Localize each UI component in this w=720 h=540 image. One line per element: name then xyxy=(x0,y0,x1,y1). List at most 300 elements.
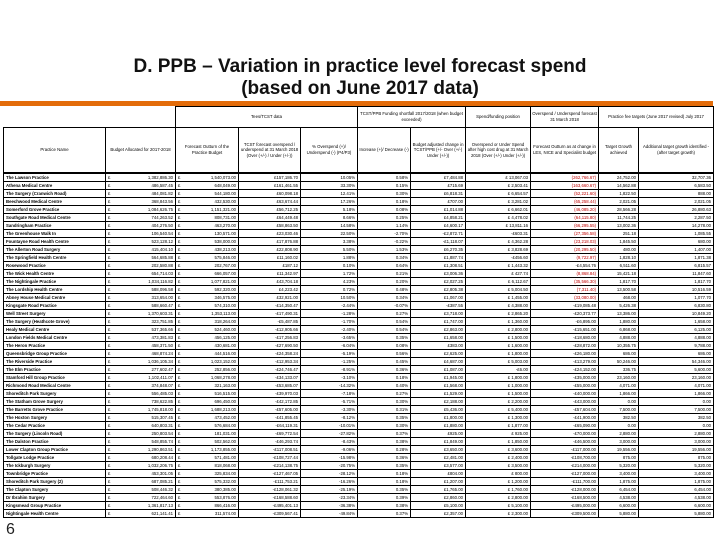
data-cell: £1,945.00 xyxy=(411,374,466,382)
cell-value: 588,096.58 xyxy=(151,287,173,292)
cell-value: 1,102,411.07 xyxy=(148,375,173,380)
data-cell: -£20,373.77 xyxy=(531,310,599,318)
data-cell: 1,866.00 xyxy=(639,390,714,398)
table-row xyxy=(4,502,714,510)
data-cell: -16.26% xyxy=(301,478,358,486)
cell-content xyxy=(108,358,173,365)
cell-content xyxy=(108,246,173,253)
practice-name: Queensbridge Group Practice xyxy=(4,350,106,358)
budget-cell xyxy=(106,238,176,246)
data-cell: 0.30% xyxy=(358,398,411,406)
table-row xyxy=(4,454,714,462)
data-cell: 2,021.05 xyxy=(639,198,714,206)
data-cell: £ 6,654.57 xyxy=(466,190,531,198)
data-cell: 1,817.70 xyxy=(599,278,639,286)
cell-content xyxy=(178,342,236,349)
data-cell: 251.18 xyxy=(599,230,639,238)
practice-name: Lower Clapton Group Practice xyxy=(4,446,106,454)
cell-value: 311,574.00 xyxy=(214,511,236,516)
currency-symbol: £ xyxy=(108,335,111,340)
table-row xyxy=(4,390,714,398)
cell-content xyxy=(108,510,173,517)
data-cell: 0.35% xyxy=(358,462,411,470)
currency-symbol: £ xyxy=(108,247,111,252)
data-cell: 1.88% xyxy=(301,254,358,262)
cell-content xyxy=(108,342,173,349)
data-cell: £1,747.00 xyxy=(411,318,466,326)
data-cell: £383.00 xyxy=(411,342,466,350)
data-cell: 14,562.88 xyxy=(599,182,639,190)
data-cell: -£39,970.03 xyxy=(239,390,301,398)
budget-cell xyxy=(106,246,176,254)
forecast-cell xyxy=(176,382,239,390)
data-cell: 10.50% xyxy=(301,294,358,302)
data-cell: -£18,680.00 xyxy=(531,334,599,342)
cell-value: 318,264.00 xyxy=(214,319,236,324)
data-cell: 0.18% xyxy=(358,374,411,382)
cell-value: 1,173,855.00 xyxy=(210,447,236,452)
table-row xyxy=(4,406,714,414)
currency-symbol: £ xyxy=(178,263,181,268)
budget-cell xyxy=(106,190,176,198)
cell-value: 368,843.56 xyxy=(151,199,173,204)
budget-cell xyxy=(106,294,176,302)
forecast-cell xyxy=(176,374,239,382)
currency-symbol: £ xyxy=(178,311,181,316)
data-cell: -£1,118.07 xyxy=(411,238,466,246)
data-cell: -£65,090.00 xyxy=(531,422,599,430)
data-cell: (23,218.03) xyxy=(531,238,599,246)
table-row xyxy=(4,350,714,358)
forecast-cell xyxy=(176,286,239,294)
data-cell: £17,876.88 xyxy=(239,238,301,246)
data-cell: 1,880.00 xyxy=(599,318,639,326)
budget-cell xyxy=(106,286,176,294)
data-cell: 1,875.00 xyxy=(599,478,639,486)
table-row xyxy=(4,446,714,454)
data-cell: 5,426.38 xyxy=(599,302,639,310)
currency-symbol: £ xyxy=(108,471,111,476)
data-cell: -£46,293.74 xyxy=(239,438,301,446)
cell-content xyxy=(108,462,173,469)
budget-cell xyxy=(106,182,176,190)
data-cell: £11,160.02 xyxy=(239,254,301,262)
cell-value: 1,032,206.75 xyxy=(147,463,173,468)
forecast-cell xyxy=(176,318,239,326)
data-cell: -£42,172.85 xyxy=(239,398,301,406)
cell-content xyxy=(178,422,236,429)
table-row xyxy=(4,486,714,494)
data-cell: -0.22% xyxy=(358,238,411,246)
practice-name: Abney House Medical Centre xyxy=(4,294,106,302)
data-cell: 7,500.00 xyxy=(599,406,639,414)
practice-name: The Nightingale Practice xyxy=(4,278,106,286)
budget-cell xyxy=(106,326,176,334)
data-cell: -£495,401.13 xyxy=(239,502,301,510)
data-cell: £6,270.35 xyxy=(411,246,466,254)
cell-value: 374,848.07 xyxy=(151,383,173,388)
data-cell: £ 1,600.00 xyxy=(466,342,531,350)
data-cell: 0.36% xyxy=(358,366,411,374)
practice-name: Nightingale Health Centre xyxy=(4,510,106,518)
cell-content xyxy=(178,438,236,445)
data-cell: -£41,855.45 xyxy=(239,414,301,422)
data-cell: -£24,358.24 xyxy=(239,350,301,358)
data-cell: -28.12% xyxy=(301,470,358,478)
cell-value: 592,320.00 xyxy=(214,287,236,292)
table-row xyxy=(4,318,714,326)
data-cell: £1,207.00 xyxy=(411,478,466,486)
data-cell: £ 1,455.00 xyxy=(466,294,531,302)
data-cell: -£17,256.83 xyxy=(239,334,301,342)
data-cell: 4,888.00 xyxy=(599,334,639,342)
table-row xyxy=(4,190,714,198)
data-cell: 3,000.00 xyxy=(639,438,714,446)
currency-symbol: £ xyxy=(108,279,111,284)
currency-symbol: £ xyxy=(178,391,181,396)
budget-cell xyxy=(106,502,176,510)
practice-name: The Greenhouse Walk In xyxy=(4,230,106,238)
data-cell: -£64,119.31 xyxy=(239,422,301,430)
data-cell: -£108,727.44 xyxy=(239,454,301,462)
cell-content xyxy=(178,326,236,333)
data-cell: 686.00 xyxy=(639,350,714,358)
forecast-cell xyxy=(176,230,239,238)
practice-name: Tollgate Lodge Practice xyxy=(4,454,106,462)
budget-cell xyxy=(106,382,176,390)
data-cell: £804.00 xyxy=(411,470,466,478)
data-cell: -8.12% xyxy=(301,414,358,422)
cell-value: 523,128.12 xyxy=(151,239,173,244)
data-cell: 1.53% xyxy=(358,246,411,254)
data-cell: 0.72% xyxy=(301,286,358,294)
group-header-targets: Practice fee targets (June 2017 revised) July 2017 xyxy=(599,107,714,128)
cell-content xyxy=(108,222,173,229)
table-body xyxy=(4,173,714,518)
currency-symbol: £ xyxy=(108,455,111,460)
forecast-cell xyxy=(176,238,239,246)
data-cell: -£14,350.47 xyxy=(239,302,301,310)
practice-name: The Springfield Health Centre xyxy=(4,254,106,262)
data-cell: 54,346.00 xyxy=(639,358,714,366)
data-cell: 6,600.00 xyxy=(599,502,639,510)
cell-value: 1,382,886.30 xyxy=(147,175,173,180)
cell-content xyxy=(178,230,236,237)
practice-name: Richmond Road Medical Centre xyxy=(4,382,106,390)
forecast-cell xyxy=(176,278,239,286)
cell-content xyxy=(178,478,236,485)
forecast-cell xyxy=(176,190,239,198)
budget-cell xyxy=(106,390,176,398)
data-cell: -2.44% xyxy=(301,302,358,310)
data-cell: £2,625.00 xyxy=(411,350,466,358)
data-cell: -£46,500.00 xyxy=(531,438,599,446)
cell-value: 106,540.54 xyxy=(151,231,173,236)
cell-value: 432,530.00 xyxy=(214,199,236,204)
data-cell: -£27,690.50 xyxy=(239,342,301,350)
cell-content xyxy=(108,286,173,293)
data-cell: 0.08% xyxy=(358,206,411,214)
table-row xyxy=(4,398,714,406)
data-cell: £ 1,200.00 xyxy=(466,478,531,486)
forecast-cell xyxy=(176,414,239,422)
cell-value: 575,332.00 xyxy=(214,479,236,484)
cell-content xyxy=(108,190,173,197)
cell-content xyxy=(178,414,236,421)
data-cell: £5,436.00 xyxy=(411,406,466,414)
data-cell: 2,880.00 xyxy=(599,430,639,438)
forecast-cell xyxy=(176,486,239,494)
data-cell: 0.30% xyxy=(358,422,411,430)
data-cell: 19,556.00 xyxy=(599,446,639,454)
practice-name: Kingsmead Group Practice xyxy=(4,502,106,510)
forecast-cell xyxy=(176,198,239,206)
data-cell: -£17,490.31 xyxy=(239,310,301,318)
practice-name: Rosewood Practice xyxy=(4,262,106,270)
data-cell: -£5,487.85 xyxy=(239,318,301,326)
data-cell: 336.75 xyxy=(599,366,639,374)
data-cell: £7,484.88 xyxy=(411,173,466,182)
data-cell: £32,921.00 xyxy=(239,294,301,302)
currency-symbol: £ xyxy=(108,431,111,436)
cell-content xyxy=(178,470,236,477)
cell-content xyxy=(178,222,236,229)
practice-name: The Surgery (Heathcote Grove) xyxy=(4,318,106,326)
data-cell: £3,650.00 xyxy=(411,446,466,454)
data-cell: 468.00 xyxy=(599,294,639,302)
forecast-cell xyxy=(176,478,239,486)
data-cell: -£128,061.32 xyxy=(239,486,301,494)
data-cell: £157,186.70 xyxy=(239,173,301,182)
data-cell: -£15,651.00 xyxy=(531,326,599,334)
cell-value: 1,688,213.00 xyxy=(210,407,236,412)
data-cell: -£127,467.05 xyxy=(239,470,301,478)
data-cell: 6,815.57 xyxy=(639,262,714,270)
data-cell: £ 6,662.01 xyxy=(466,206,531,214)
cell-value: 473,381.83 xyxy=(151,335,173,340)
cell-content xyxy=(178,278,236,285)
forecast-cell xyxy=(176,173,239,182)
data-cell: 0.00 xyxy=(639,398,714,406)
forecast-cell xyxy=(176,390,239,398)
table-row xyxy=(4,254,714,262)
forecast-cell xyxy=(176,454,239,462)
data-cell: £ 4,362.28 xyxy=(466,238,531,246)
cell-value: 202,767.00 xyxy=(214,263,236,268)
cell-value: 1,353,113.00 xyxy=(211,311,236,316)
cell-value: 1,151,321.00 xyxy=(210,207,236,212)
data-cell: 4,071.00 xyxy=(639,382,714,390)
cell-value: 621,141.41 xyxy=(151,511,173,516)
cell-value: 250,803.54 xyxy=(151,431,173,436)
currency-symbol: £ xyxy=(178,223,181,228)
table-row xyxy=(4,366,714,374)
currency-symbol: £ xyxy=(108,327,111,332)
budget-cell xyxy=(106,422,176,430)
data-cell: 1,875.00 xyxy=(639,478,714,486)
practice-name: The Allerton Road Surgery xyxy=(4,246,106,254)
data-cell: 15,421.18 xyxy=(599,270,639,278)
cell-value: 444,516.00 xyxy=(214,351,236,356)
budget-cell xyxy=(106,478,176,486)
practice-name: The Clapton Surgery xyxy=(4,486,106,494)
cell-value: 696,450.00 xyxy=(214,399,236,404)
forecast-cell xyxy=(176,334,239,342)
cell-content xyxy=(178,382,236,389)
title-line-1: D. PPB – Variation in practice level forecast spend xyxy=(133,56,587,77)
forecast-cell xyxy=(176,214,239,222)
data-cell: £2,188.00 xyxy=(411,398,466,406)
data-cell: -£108,700.00 xyxy=(531,454,599,462)
cell-value: 1,023,152.00 xyxy=(210,359,236,364)
practice-name: The Surgery (Lincoln Road) xyxy=(4,430,106,438)
practice-name: Fountayne Road Health Centre xyxy=(4,238,106,246)
data-cell: -£168,500.00 xyxy=(531,494,599,502)
data-cell: £ 1,800.00 xyxy=(466,374,531,382)
currency-symbol: £ xyxy=(178,383,181,388)
data-cell: -£12,953.34 xyxy=(239,358,301,366)
data-cell: (262,766.67) xyxy=(531,173,599,182)
data-cell: £1,765.00 xyxy=(411,486,466,494)
data-cell: 0.37% xyxy=(358,430,411,438)
cell-content xyxy=(108,470,173,477)
data-cell: -£2,872.71 xyxy=(411,230,466,238)
forecast-cell xyxy=(176,254,239,262)
data-cell: £1,529.00 xyxy=(411,390,466,398)
data-cell: 0.35% xyxy=(358,334,411,342)
data-cell: 0.54% xyxy=(358,326,411,334)
data-cell: (65,258.44) xyxy=(531,198,599,206)
cell-content xyxy=(108,230,173,237)
data-cell: 0.48% xyxy=(358,286,411,294)
data-cell: 0.10% xyxy=(301,262,358,270)
data-cell: 6,511.60 xyxy=(599,262,639,270)
cell-value: 463,270.00 xyxy=(214,223,236,228)
data-cell: 10.05% xyxy=(301,173,358,182)
data-cell: (33,080.00) xyxy=(531,294,599,302)
cell-content xyxy=(108,486,173,493)
data-cell: -£495,000.00 xyxy=(531,502,599,510)
budget-cell xyxy=(106,438,176,446)
data-cell: 0.00 xyxy=(639,422,714,430)
cell-value: 515,307.45 xyxy=(151,415,173,420)
data-cell: -£24,746.47 xyxy=(239,366,301,374)
data-cell: 1,828.10 xyxy=(599,254,639,262)
cell-value: 866,416.00 xyxy=(214,503,236,508)
practice-name: Stamford Hill Group Practice xyxy=(4,374,106,382)
cell-content xyxy=(108,310,173,317)
data-cell: -£6,895.00 xyxy=(531,318,599,326)
data-cell: 1.14% xyxy=(358,222,411,230)
table-row xyxy=(4,334,714,342)
budget-cell xyxy=(106,230,176,238)
currency-symbol: £ xyxy=(178,415,181,420)
data-cell: 1,077.70 xyxy=(639,294,714,302)
table-row xyxy=(4,342,714,350)
data-cell: 19,556.00 xyxy=(639,446,714,454)
slide-number: 6 xyxy=(6,521,15,538)
data-cell: -27.82% xyxy=(301,430,358,438)
data-cell: 5,320.00 xyxy=(599,462,639,470)
data-cell: 10,516.59 xyxy=(639,286,714,294)
column-header: Overspend or Under Spend after high cost drug at 31 March 2018 (Over (+/-) Under (+/-)) xyxy=(466,128,531,174)
currency-symbol: £ xyxy=(178,279,181,284)
data-cell: -£117,008.51 xyxy=(239,446,301,454)
data-cell: -£127,000.00 xyxy=(531,470,599,478)
data-cell: £ 3,828.69 xyxy=(466,246,531,254)
data-cell: -£53,685.07 xyxy=(239,382,301,390)
cell-value: 473,452.00 xyxy=(214,415,236,420)
currency-symbol: £ xyxy=(108,479,111,484)
currency-symbol: £ xyxy=(108,439,111,444)
forecast-cell xyxy=(176,502,239,510)
data-cell: 0.31% xyxy=(358,406,411,414)
cell-content xyxy=(178,198,236,205)
cell-value: 524,460.00 xyxy=(214,327,236,332)
cell-value: 321,163.00 xyxy=(214,383,236,388)
data-cell: -6.04% xyxy=(301,342,358,350)
column-header-row xyxy=(4,128,714,174)
currency-symbol: £ xyxy=(108,255,111,260)
currency-symbol: £ xyxy=(108,215,111,220)
data-cell: -5.19% xyxy=(301,350,358,358)
currency-symbol: £ xyxy=(178,247,181,252)
cell-content xyxy=(178,286,236,293)
table-row xyxy=(4,382,714,390)
data-cell: £ 2,200.00 xyxy=(466,398,531,406)
data-cell: -8.91% xyxy=(301,366,358,374)
cell-value: 1,540,073.00 xyxy=(210,175,236,180)
cell-content xyxy=(108,422,173,429)
data-cell: £ 2,800.00 xyxy=(466,326,531,334)
group-header-spend: Spend/funding position xyxy=(466,107,531,128)
budget-cell xyxy=(106,414,176,422)
data-cell: -1.28% xyxy=(301,310,358,318)
budget-cell xyxy=(106,334,176,342)
currency-symbol: £ xyxy=(108,263,111,268)
data-cell: £ 1,877.00 xyxy=(466,422,531,430)
cell-content xyxy=(178,494,236,501)
data-cell: (52,221.60) xyxy=(531,190,599,198)
data-cell: -£111,700.00 xyxy=(531,478,599,486)
cell-value: 808,731.00 xyxy=(214,215,236,220)
currency-symbol: £ xyxy=(108,271,111,276)
data-cell: 1,822.50 xyxy=(599,190,639,198)
currency-symbol: £ xyxy=(178,431,181,436)
data-cell: £ 13,067.03 xyxy=(466,173,531,182)
data-cell: 3,400.00 xyxy=(599,470,639,478)
column-header: Forecast Outturn as at change in LES, NICE and Specialist budget xyxy=(531,128,599,174)
data-cell: 0.20% xyxy=(358,278,411,286)
budget-cell xyxy=(106,486,176,494)
table-row xyxy=(4,198,714,206)
data-cell: 0.25% xyxy=(358,214,411,222)
cell-value: 818,068.00 xyxy=(214,463,236,468)
cell-content xyxy=(178,310,236,317)
cell-content xyxy=(178,406,236,413)
data-cell: -£26,180.00 xyxy=(531,350,599,358)
data-cell: 0.64% xyxy=(358,262,411,270)
table-row xyxy=(4,326,714,334)
data-cell: -£456.60 xyxy=(466,254,531,262)
cell-content xyxy=(108,494,173,501)
data-cell: -14.32% xyxy=(301,382,358,390)
forecast-cell xyxy=(176,398,239,406)
cell-value: 404,276.50 xyxy=(151,223,173,228)
data-cell: -£34,133.07 xyxy=(239,374,301,382)
data-cell: -3.65% xyxy=(301,334,358,342)
forecast-cell xyxy=(176,262,239,270)
